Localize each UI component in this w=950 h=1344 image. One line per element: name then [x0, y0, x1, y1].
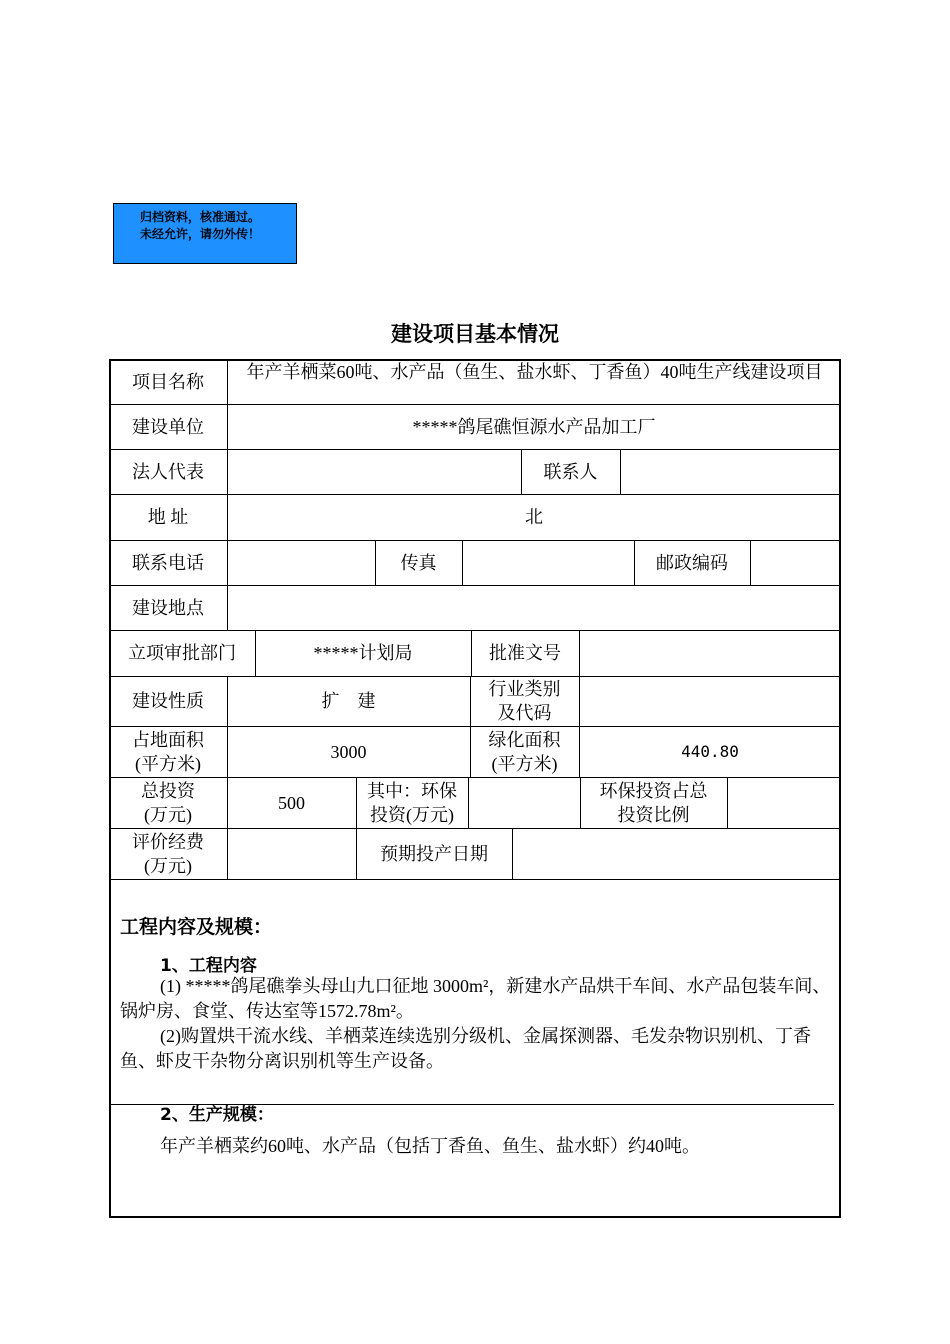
site-label: 建设地点 [132, 597, 204, 618]
page-title: 建设项目基本情况 [391, 322, 559, 346]
col-divider [750, 540, 751, 585]
invest-label-line-2: (万元) [144, 804, 192, 825]
industry-label-line-1: 行业类别 [488, 679, 561, 699]
address-label: 地 址 [147, 507, 189, 527]
invest-label-line-1: 总投资 [141, 780, 195, 801]
phone-label: 联系电话 [132, 552, 204, 573]
project-name-value: 年产羊栖菜60吨、水产品（鱼生、盐水虾、丁香鱼）40吨生产线建设项目 [246, 362, 823, 382]
invest-label [109, 777, 227, 828]
fax-label: 传真 [400, 552, 437, 573]
paragraph-3: 年产羊栖菜约60吨、水产品（包括丁香鱼、鱼生、盐水虾）约40吨。 [160, 1136, 700, 1156]
nature-value: 扩 建 [321, 691, 376, 711]
env-invest-label [356, 777, 468, 828]
expected-date-label: 预期投产日期 [380, 843, 488, 864]
stamp-line-2: 未经允许，请勿外传！ [139, 227, 260, 241]
col-divider [468, 777, 469, 828]
paragraph-2: (2)购置烘干流水线、羊栖菜连续选别分级机、金属探测器、毛发杂物识别机、丁香鱼、虾皮干杂物分离识别机等生产设备。 [120, 1026, 811, 1071]
approval-dept-value: *****计划局 [313, 643, 413, 663]
stamp-line-1: 归档资料，核准通过。 [139, 210, 260, 224]
col-divider [462, 540, 463, 585]
legal-rep-label: 法人代表 [132, 461, 204, 482]
area-label-line-2: (平方米) [135, 753, 201, 774]
area-value: 3000 [330, 741, 367, 762]
eval-fee-label-line-1: 评价经费 [132, 831, 204, 852]
row-divider [109, 879, 841, 880]
nature-label: 建设性质 [132, 691, 204, 711]
env-ratio-label [580, 777, 727, 828]
section-title: 工程内容及规模： [120, 916, 273, 938]
builder-value: *****鸽尾礁恒源水产品加工厂 [412, 416, 656, 437]
industry-label [470, 676, 579, 726]
project-name-label: 项目名称 [132, 371, 204, 392]
approval-dept-label: 立项审批部门 [128, 643, 236, 663]
eval-fee-label-line-2: (万元) [144, 855, 192, 876]
industry-label-line-2: 及代码 [497, 703, 552, 723]
col-divider [579, 630, 580, 676]
area-label [109, 726, 227, 777]
col-divider [620, 449, 621, 494]
archive-stamp [113, 203, 297, 264]
contact-label: 联系人 [543, 461, 598, 482]
green-value: 440.80 [681, 741, 739, 761]
sub-title-1: 1、工程内容 [160, 956, 257, 976]
col-divider [727, 777, 728, 828]
paragraph-1: (1) *****鸽尾礁拳头母山九口征地 3000m²，新建水产品烘干车间、水产品包装车间、锅炉房、食堂、传达室等1572.78m²。 [120, 976, 831, 1021]
env-ratio-label-line-2: 投资比例 [617, 804, 690, 825]
sub-title-2: 2、生产规模： [160, 1105, 274, 1125]
green-label-line-2: (平方米) [491, 753, 558, 774]
env-invest-label-line-1: 其中：环保 [367, 780, 457, 801]
green-label-line-1: 绿化面积 [488, 729, 561, 750]
col-divider [512, 828, 513, 879]
builder-label: 建设单位 [132, 416, 204, 437]
env-ratio-label-line-1: 环保投资占总 [599, 780, 708, 801]
green-label [470, 726, 579, 777]
env-invest-label-line-2: 投资(万元) [370, 804, 454, 825]
area-label-line-1: 占地面积 [132, 729, 204, 750]
approval-no-label: 批准文号 [489, 643, 561, 663]
address-value: 北 [525, 507, 543, 527]
invest-value: 500 [278, 792, 305, 813]
eval-fee-label [109, 828, 227, 879]
postcode-label: 邮政编码 [656, 552, 728, 573]
